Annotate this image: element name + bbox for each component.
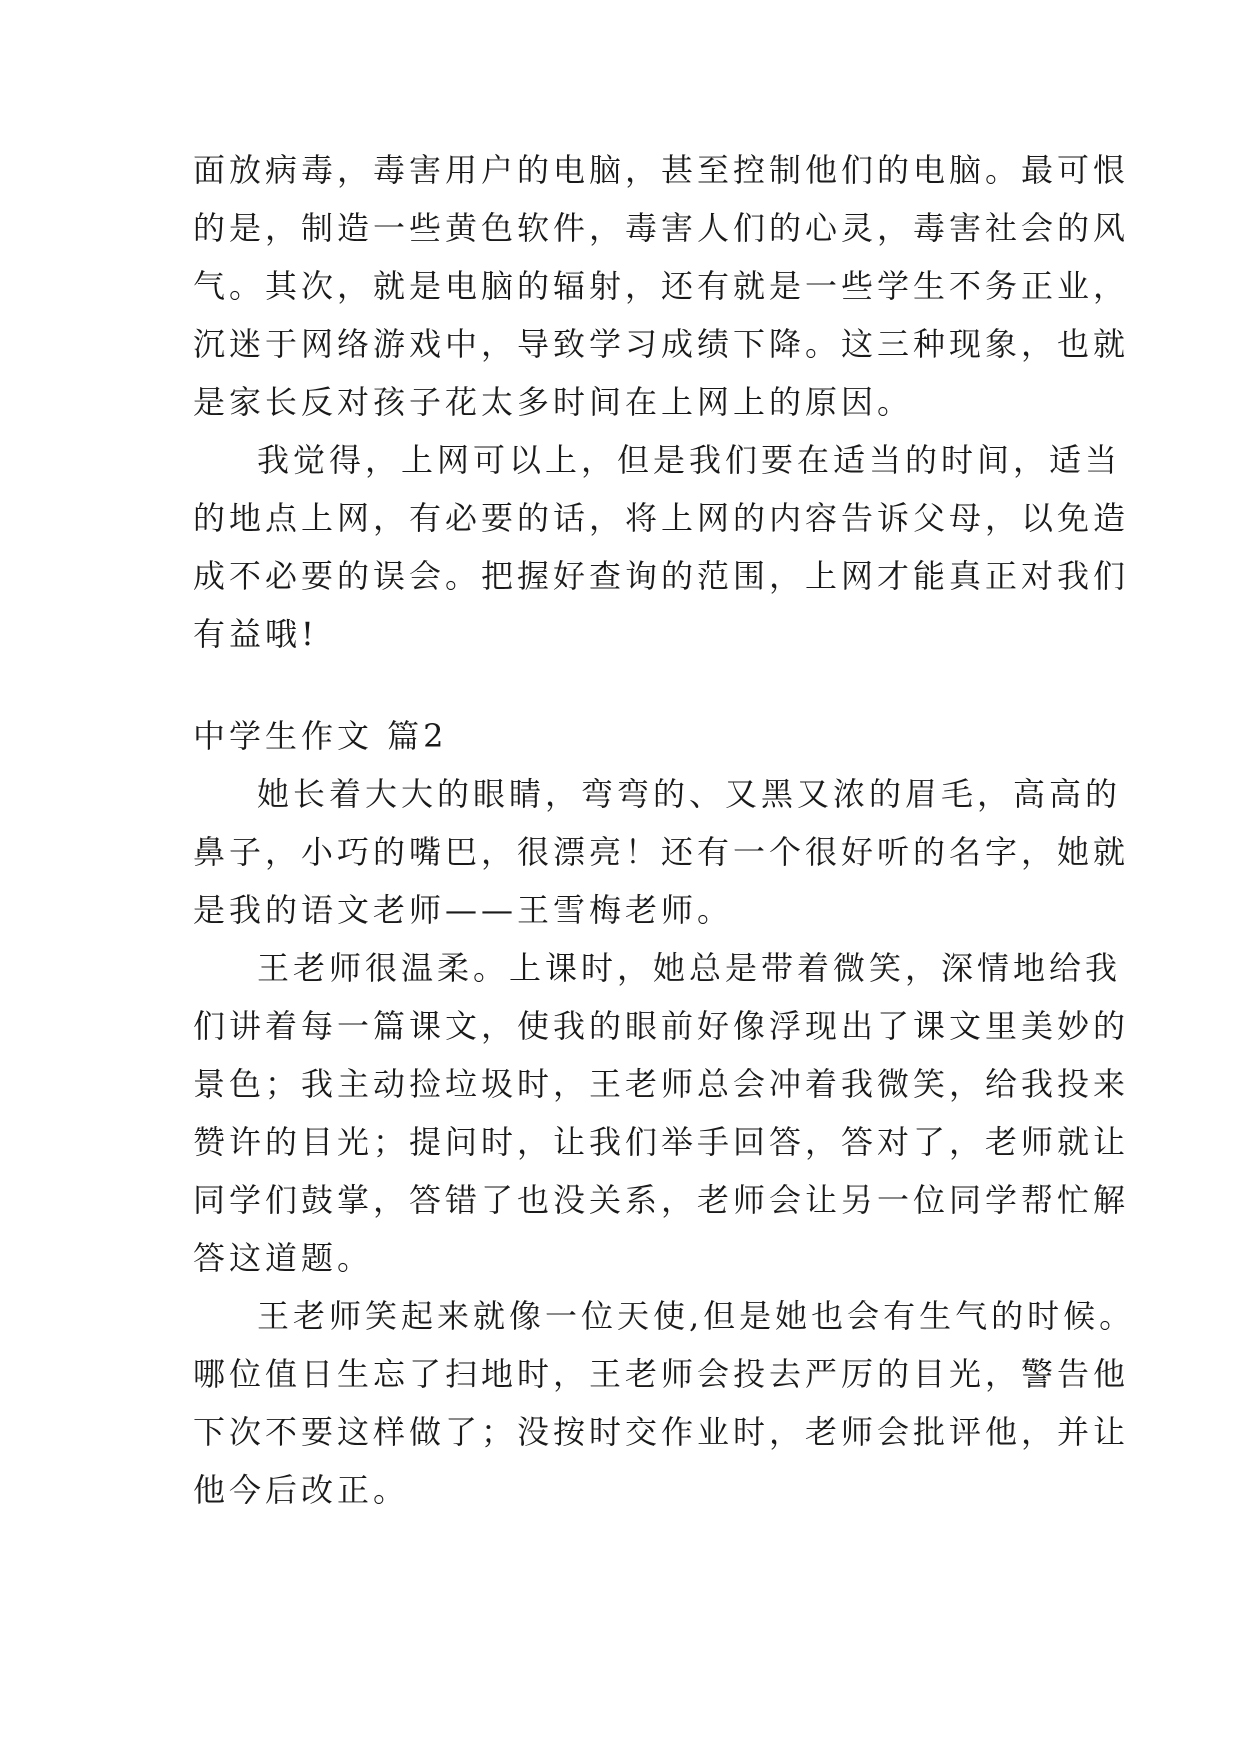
text-line: 是家长反对孩子花太多时间在上网上的原因。 bbox=[193, 383, 914, 421]
text-line: 有益哦! bbox=[193, 615, 318, 653]
text-line: 鼻子，小巧的嘴巴，很漂亮！还有一个很好听的名字，她就 bbox=[193, 833, 1130, 871]
text-line: 王老师很温柔。上课时，她总是带着微笑，深情地给我 bbox=[257, 949, 1122, 987]
text-line: 成不必要的误会。把握好查询的范围，上网才能真正对我们 bbox=[193, 557, 1130, 595]
text-line: 的地点上网，有必要的话，将上网的内容告诉父母，以免造 bbox=[193, 499, 1130, 537]
text-line: 她长着大大的眼睛，弯弯的、又黑又浓的眉毛，高高的 bbox=[257, 775, 1122, 813]
text-line: 同学们鼓掌，答错了也没关系，老师会让另一位同学帮忙解 bbox=[193, 1181, 1130, 1219]
text-line: 面放病毒，毒害用户的电脑，甚至控制他们的电脑。最可恨 bbox=[193, 151, 1130, 189]
text-line: 赞许的目光；提问时，让我们举手回答，答对了，老师就让 bbox=[193, 1123, 1130, 1161]
text-line: 答这道题。 bbox=[193, 1239, 374, 1277]
text-line: 的是，制造一些黄色软件，毒害人们的心灵，毒害社会的风 bbox=[193, 209, 1130, 247]
section-heading: 中学生作文 篇2 bbox=[193, 717, 448, 755]
text-line: 王老师笑起来就像一位天使,但是她也会有生气的时候。 bbox=[257, 1297, 1136, 1335]
text-line: 气。其次，就是电脑的辐射，还有就是一些学生不务正业， bbox=[193, 267, 1130, 305]
text-line: 哪位值日生忘了扫地时，王老师会投去严厉的目光，警告他 bbox=[193, 1355, 1130, 1393]
text-line: 他今后改正。 bbox=[193, 1471, 410, 1509]
text-line: 下次不要这样做了；没按时交作业时，老师会批评他，并让 bbox=[193, 1413, 1130, 1451]
text-line: 景色；我主动捡垃圾时，王老师总会冲着我微笑，给我投来 bbox=[193, 1065, 1130, 1103]
text-line: 们讲着每一篇课文，使我的眼前好像浮现出了课文里美妙的 bbox=[193, 1007, 1130, 1045]
text-line: 是我的语文老师——王雪梅老师。 bbox=[193, 891, 734, 929]
text-line: 我觉得，上网可以上，但是我们要在适当的时间，适当 bbox=[257, 441, 1122, 479]
text-line: 沉迷于网络游戏中，导致学习成绩下降。这三种现象，也就 bbox=[193, 325, 1130, 363]
